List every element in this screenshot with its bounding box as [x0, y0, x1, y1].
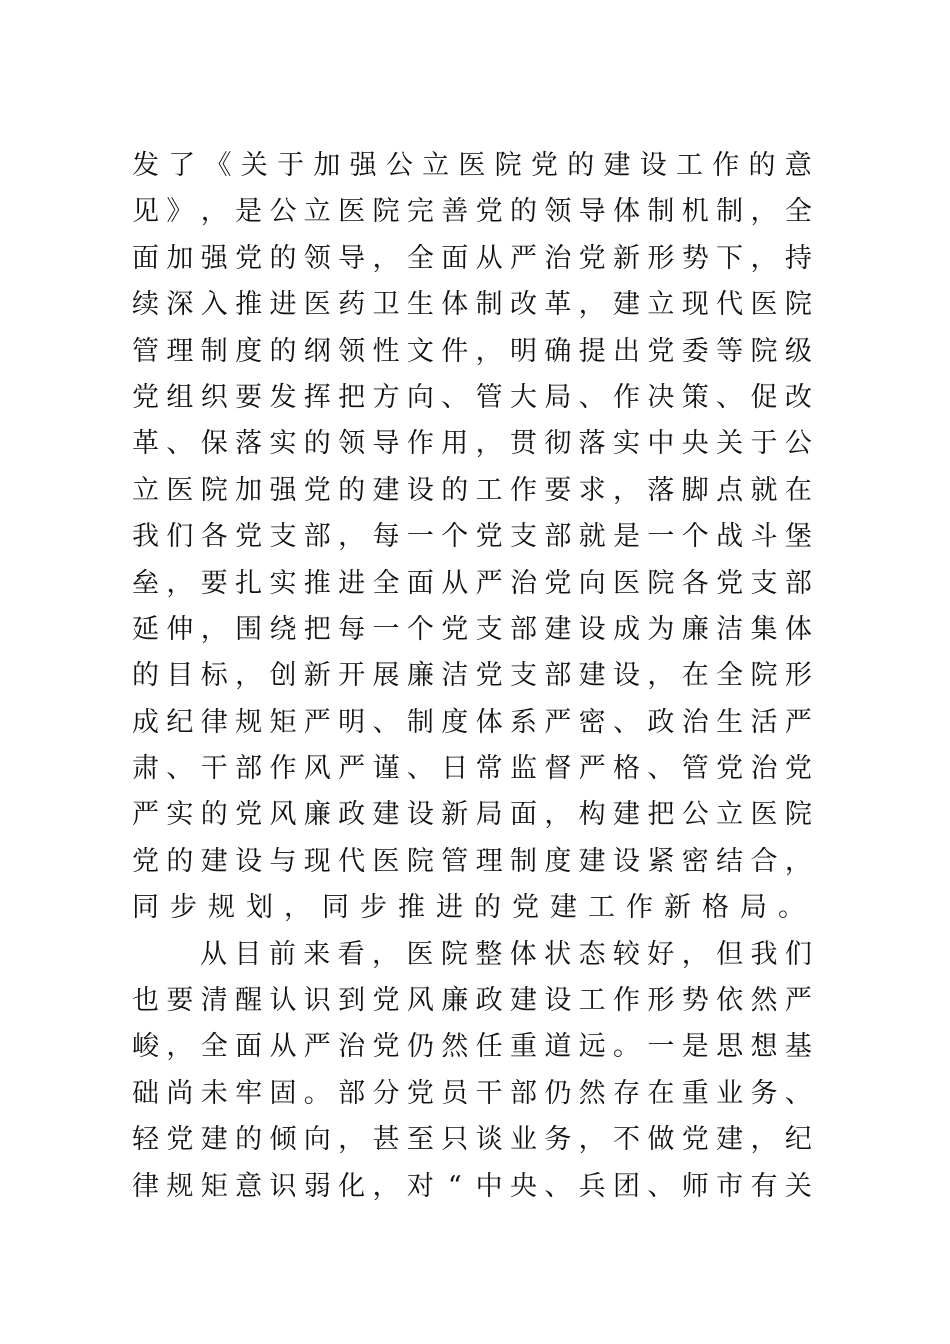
text-line: 律 规 矩 意 识 弱 化 ， 对 “ 中 央 、 兵 团 、 师 市 有 关	[132, 1170, 812, 1202]
text-line: 也 要 清 醒 认 识 到 党 风 廉 政 建 设 工 作 形 势 依 然 严	[132, 985, 812, 1017]
text-line: 续 深 入 推 进 医 药 卫 生 体 制 改 革 ， 建 立 现 代 医 院	[132, 289, 812, 321]
text-line: 革 、 保 落 实 的 领 导 作 用 ， 贯 彻 落 实 中 央 关 于 公	[132, 428, 812, 460]
text-line: 立 医 院 加 强 党 的 建 设 的 工 作 要 求 ， 落 脚 点 就 在	[132, 474, 812, 506]
text-line: 肃 、 干 部 作 风 严 谨 、 日 常 监 督 严 格 、 管 党 治 党	[132, 753, 812, 785]
text-line: 我 们 各 党 支 部 ， 每 一 个 党 支 部 就 是 一 个 战 斗 堡	[132, 521, 812, 553]
text-line: 从 目 前 来 看 ， 医 院 整 体 状 态 较 好 ， 但 我 们	[200, 938, 812, 970]
body-text	[132, 143, 816, 1210]
text-line: 严 实 的 党 风 廉 政 建 设 新 局 面 ， 构 建 把 公 立 医 院	[132, 799, 812, 831]
text-line: 党 组 织 要 发 挥 把 方 向 、 管 大 局 、 作 决 策 、 促 改	[132, 381, 812, 413]
text-line: 垒 ， 要 扎 实 推 进 全 面 从 严 治 党 向 医 院 各 党 支 部	[132, 567, 812, 599]
text-line: 发 了 《 关 于 加 强 公 立 医 院 党 的 建 设 工 作 的 意	[132, 150, 812, 181]
paragraph-1	[132, 143, 816, 932]
text-line: 成 纪 律 规 矩 严 明 、 制 度 体 系 严 密 、 政 治 生 活 严	[132, 706, 812, 738]
text-line: 延 伸 ， 围 绕 把 每 一 个 党 支 部 建 设 成 为 廉 洁 集 体	[132, 613, 812, 645]
text-line: 的 目 标 ， 创 新 开 展 廉 洁 党 支 部 建 设 ， 在 全 院 形	[132, 660, 812, 692]
text-line: 峻 ， 全 面 从 严 治 党 仍 然 任 重 道 远 。 一 是 思 想 基	[132, 1031, 812, 1063]
paragraph-2	[132, 932, 812, 1210]
text-line: 轻 党 建 的 倾 向 ， 甚 至 只 谈 业 务 ， 不 做 党 建 ， 纪	[132, 1124, 812, 1156]
text-line: 同步规划，同步推进的党建工作新格局。	[132, 892, 816, 924]
text-line: 管 理 制 度 的 纲 领 性 文 件 ， 明 确 提 出 党 委 等 院 级	[132, 335, 812, 367]
text-line: 见 》 ， 是 公 立 医 院 完 善 党 的 领 导 体 制 机 制 ， 全	[132, 196, 812, 228]
text-line: 面 加 强 党 的 领 导 ， 全 面 从 严 治 党 新 形 势 下 ， 持	[132, 242, 812, 274]
text-line: 础 尚 未 牢 固 。 部 分 党 员 干 部 仍 然 存 在 重 业 务 、	[132, 1077, 812, 1109]
text-line: 党 的 建 设 与 现 代 医 院 管 理 制 度 建 设 紧 密 结 合 ，	[132, 845, 812, 877]
